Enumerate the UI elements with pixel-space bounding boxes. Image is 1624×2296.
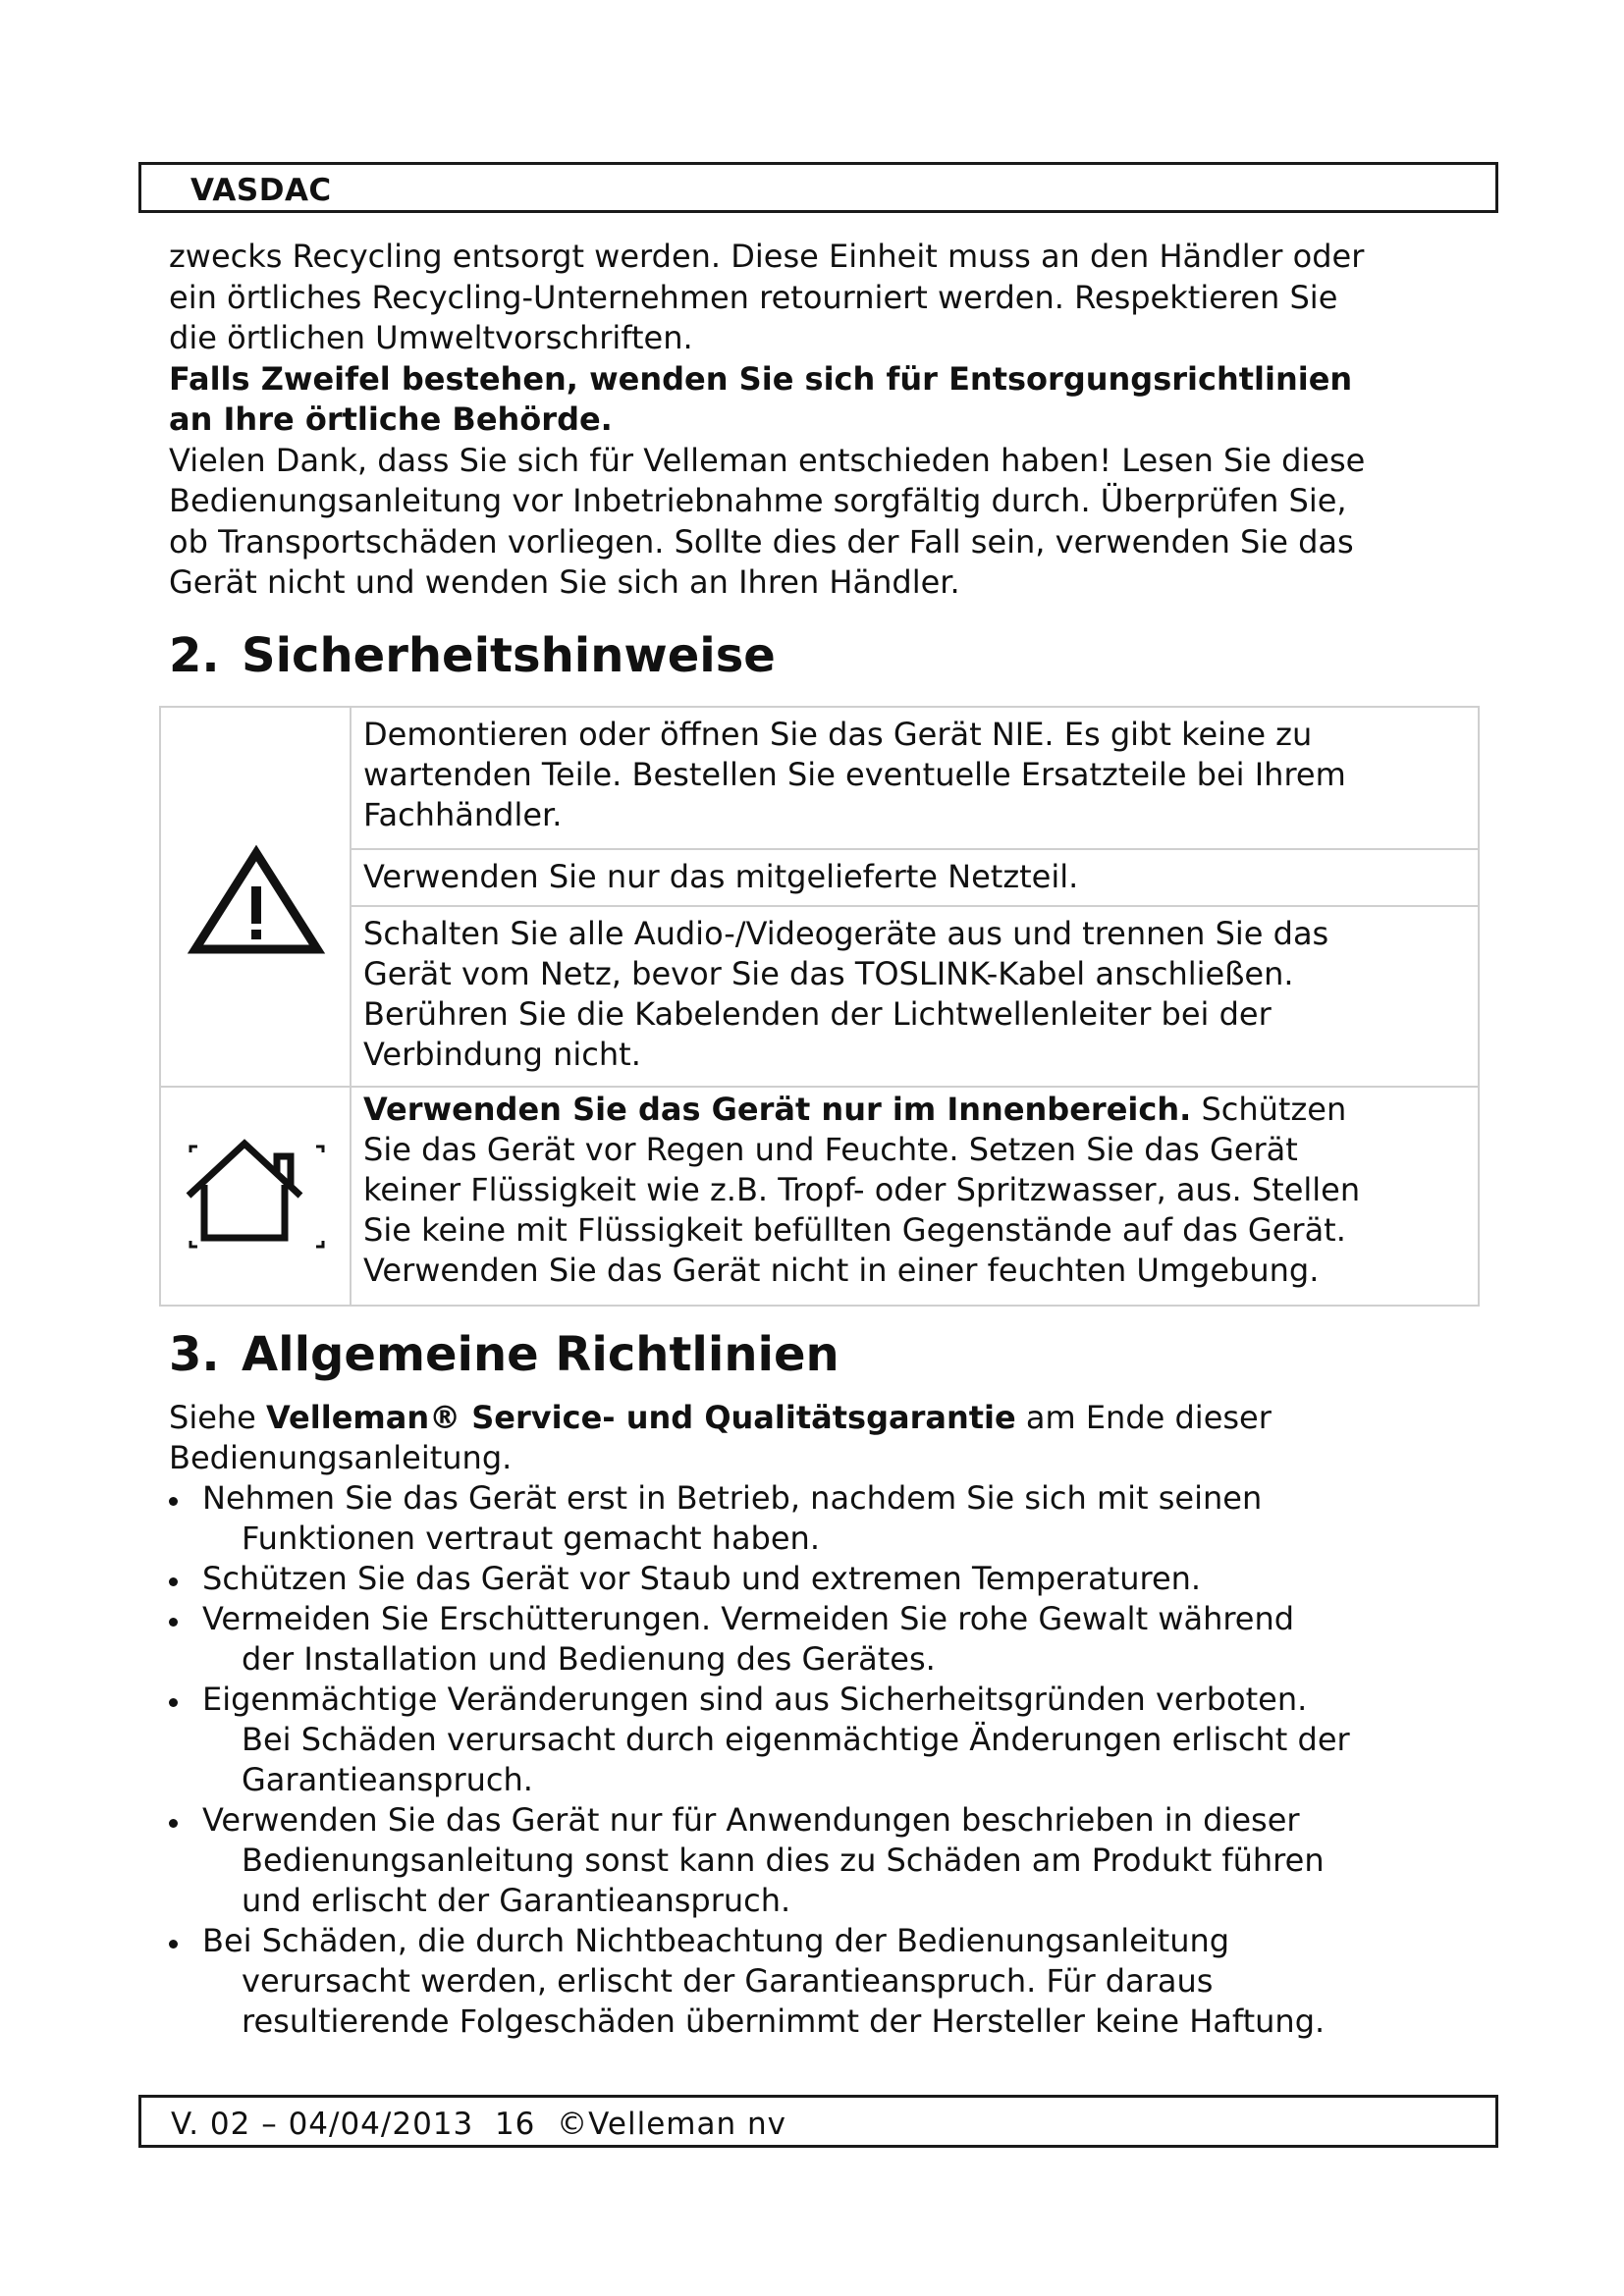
item-line: und erlischt der Garantieanspruch. — [242, 1882, 791, 1919]
bullet-icon — [169, 1940, 178, 1949]
indoor-icon-cell — [161, 1088, 352, 1305]
cell-line: Verwenden Sie nur das mitgelieferte Netzteil. — [363, 858, 1079, 895]
item-line: Eigenmächtige Veränderungen sind aus Sicherheitsgründen verboten. — [202, 1681, 1308, 1718]
item-line: Verwenden Sie das Gerät nur für Anwendungen beschrieben in dieser — [202, 1801, 1300, 1839]
item-line: Bei Schäden verursacht durch eigenmächtige Änderungen erlischt der — [242, 1721, 1350, 1758]
intro-text — [169, 237, 1465, 604]
guideline-list — [169, 1478, 1475, 2042]
intro-line: die örtlichen Umweltvorschriften. — [169, 319, 693, 356]
cell-line: keiner Flüssigkeit wie z.B. Tropf- oder Spritzwasser, aus. Stellen — [363, 1171, 1361, 1208]
cell-line: wartenden Teile. Bestellen Sie eventuelle Ersatzteile bei Ihrem — [363, 756, 1346, 793]
cell-line: Schalten Sie alle Audio-/Videogeräte aus und trennen Sie das — [363, 915, 1329, 952]
item-line: Bei Schäden, die durch Nichtbeachtung der Bedienungsanleitung — [202, 1922, 1230, 1959]
safety-cell — [352, 850, 1478, 904]
safety-cell — [352, 907, 1478, 1086]
cell-line: Verbindung nicht. — [363, 1036, 641, 1073]
cell-line: Gerät vom Netz, bevor Sie das TOSLINK-Kabel anschließen. — [363, 955, 1294, 992]
indoor-rest: Schützen — [1191, 1091, 1347, 1128]
item-line: der Installation und Bedienung des Gerätes. — [242, 1640, 936, 1678]
page-footer — [138, 2095, 1498, 2148]
thanks-line: ob Transportschäden vorliegen. Sollte dies der Fall sein, verwenden Sie das — [169, 522, 1354, 561]
cell-line: Berühren Sie die Kabelenden der Lichtwellenleiter bei der — [363, 995, 1272, 1033]
section-number: 3. — [169, 1327, 220, 1382]
indoor-house-icon — [161, 1088, 352, 1305]
item-line: Vermeiden Sie Erschütterungen. Vermeiden Sie rohe Gewalt während — [202, 1600, 1295, 1637]
general-intro-line2: Bedienungsanleitung. — [169, 1439, 513, 1476]
warranty-ref: Velleman® Service- und Qualitätsgarantie — [266, 1399, 1016, 1436]
bullet-icon — [169, 1577, 178, 1586]
disposal-note: an Ihre örtliche Behörde. — [169, 400, 613, 438]
item-line: Garantieanspruch. — [242, 1761, 533, 1798]
list-item — [169, 1559, 1475, 1599]
cell-line: Sie das Gerät vor Regen und Feuchte. Setzen Sie das Gerät — [363, 1131, 1298, 1168]
indoor-bold: Verwenden Sie das Gerät nur im Innenbereich. — [363, 1091, 1192, 1128]
footer-version: V. 02 – 04/04/2013 16 ©Velleman nv — [171, 2107, 786, 2142]
intro-post: am Ende dieser — [1015, 1399, 1272, 1436]
general-guidelines — [169, 1398, 1475, 2042]
safety-cell — [352, 708, 1478, 848]
page-header — [138, 162, 1498, 213]
item-line: resultierende Folgeschäden übernimmt der Hersteller keine Haftung. — [242, 2002, 1326, 2040]
cell-line: Verwenden Sie das Gerät nicht in einer feuchten Umgebung. — [363, 1252, 1320, 1289]
safety-cell-indoor — [352, 1088, 1478, 1305]
section-heading-safety — [169, 628, 776, 683]
intro-line: ein örtliches Recycling-Unternehmen retourniert werden. Respektieren Sie — [169, 278, 1338, 316]
cell-line: Fachhändler. — [363, 796, 563, 833]
list-item — [169, 1800, 1475, 1921]
item-line: Funktionen vertraut gemacht haben. — [242, 1520, 820, 1557]
cell-line: Demontieren oder öffnen Sie das Gerät NIE. Es gibt keine zu — [363, 716, 1313, 753]
warning-triangle-icon — [161, 708, 352, 1086]
intro-pre: Siehe — [169, 1399, 267, 1436]
list-item — [169, 1599, 1475, 1680]
safety-table — [159, 706, 1480, 1307]
section-title: Allgemeine Richtlinien — [242, 1327, 839, 1382]
disposal-note: Falls Zweifel bestehen, wenden Sie sich für Entsorgungsrichtlinien — [169, 359, 1353, 398]
item-line: Bedienungsanleitung sonst kann dies zu Schäden am Produkt führen — [242, 1842, 1325, 1879]
thanks-line: Vielen Dank, dass Sie sich für Velleman entschieden haben! Lesen Sie diese — [169, 441, 1366, 479]
list-item — [169, 1921, 1475, 2042]
thanks-line: Gerät nicht und wenden Sie sich an Ihren Händler. — [169, 563, 960, 601]
section-title: Sicherheitshinweise — [242, 628, 776, 683]
list-item — [169, 1478, 1475, 1559]
cell-line — [363, 1090, 1466, 1130]
item-line: Schützen Sie das Gerät vor Staub und extremen Temperaturen. — [202, 1560, 1202, 1597]
section-heading-general — [169, 1327, 839, 1382]
item-line: Nehmen Sie das Gerät erst in Betrieb, nachdem Sie sich mit seinen — [202, 1479, 1263, 1517]
general-intro — [169, 1398, 1475, 1438]
bullet-icon — [169, 1819, 178, 1828]
item-line: verursacht werden, erlischt der Garantieanspruch. Für daraus — [242, 1962, 1214, 2000]
bullet-icon — [169, 1698, 178, 1707]
thanks-line: Bedienungsanleitung vor Inbetriebnahme sorgfältig durch. Überprüfen Sie, — [169, 482, 1347, 519]
intro-line: zwecks Recycling entsorgt werden. Diese Einheit muss an den Händler oder — [169, 238, 1365, 275]
section-number: 2. — [169, 628, 220, 683]
cell-line: Sie keine mit Flüssigkeit befüllten Gegenstände auf das Gerät. — [363, 1211, 1346, 1249]
warning-icon-cell — [161, 708, 352, 1086]
product-name: VASDAC — [190, 173, 332, 208]
bullet-icon — [169, 1497, 178, 1506]
list-item — [169, 1680, 1475, 1800]
bullet-icon — [169, 1618, 178, 1627]
